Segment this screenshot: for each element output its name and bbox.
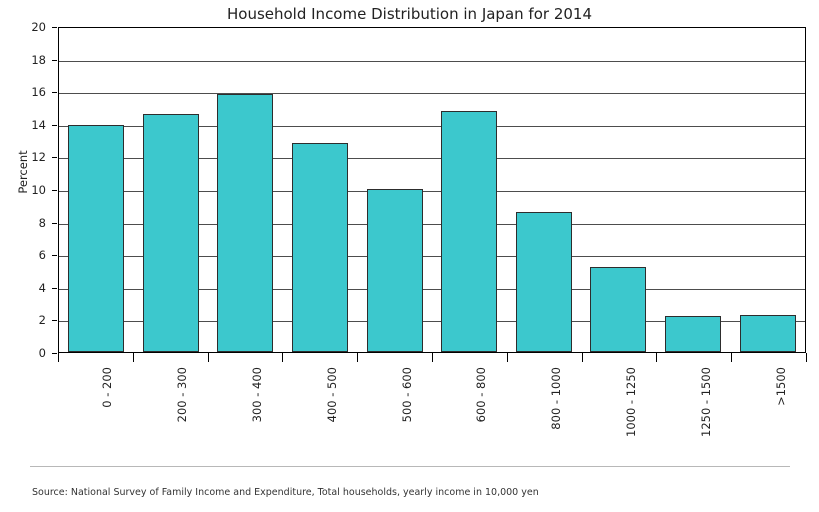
y-tick-label: 20: [31, 20, 46, 34]
bar: [367, 189, 423, 352]
y-tick-label: 10: [31, 183, 46, 197]
y-tick-mark: [52, 288, 57, 289]
x-tick-label: 0 - 200: [100, 367, 114, 408]
bar: [441, 111, 497, 352]
x-tick-label: 300 - 400: [250, 367, 264, 423]
x-tick-label: 800 - 1000: [549, 367, 563, 430]
bar: [217, 94, 273, 352]
y-tick-mark: [52, 223, 57, 224]
x-tick-mark: [806, 353, 807, 362]
y-tick-label: 6: [38, 248, 46, 263]
x-tick-mark: [282, 353, 283, 362]
x-tick-label: >1500: [774, 367, 788, 406]
bar: [292, 143, 348, 352]
x-tick-mark: [656, 353, 657, 362]
source-note: Source: National Survey of Family Income and Expenditure, Total households, yearly income in 10,000 yen: [32, 487, 539, 498]
y-tick-label: 18: [31, 52, 46, 67]
x-tick-mark: [507, 353, 508, 362]
y-tick-mark: [52, 60, 57, 61]
x-tick-mark: [58, 353, 59, 362]
bar: [68, 125, 124, 352]
x-tick-label: 600 - 800: [474, 367, 488, 423]
y-tick-label: 4: [38, 280, 46, 295]
plot-area: [58, 27, 806, 353]
y-tick-mark: [52, 353, 57, 354]
x-tick-mark: [133, 353, 134, 362]
x-tick-mark: [582, 353, 583, 362]
bar-series: [59, 28, 805, 352]
x-tick-label: 200 - 300: [175, 367, 189, 423]
footer-divider: [30, 466, 790, 467]
x-tick-mark: [731, 353, 732, 362]
x-tick-label: 1250 - 1500: [699, 367, 713, 437]
y-tick-mark: [52, 320, 57, 321]
y-axis-label: Percent: [16, 150, 30, 194]
y-tick-mark: [52, 125, 57, 126]
x-tick-label: 500 - 600: [400, 367, 414, 423]
y-tick-label: 16: [31, 85, 46, 100]
chart-title: Household Income Distribution in Japan for 2014: [226, 5, 592, 23]
bar: [590, 267, 646, 352]
bar: [143, 114, 199, 352]
y-axis-ticks: [0, 20, 52, 360]
y-tick-mark: [52, 255, 57, 256]
x-axis-ticks: [58, 353, 806, 463]
y-tick-label: 2: [38, 313, 46, 328]
x-tick-label: 1000 - 1250: [624, 367, 638, 437]
bar: [665, 316, 721, 352]
y-tick-mark: [52, 27, 57, 28]
y-tick-mark: [52, 190, 57, 191]
y-tick-label: 12: [31, 150, 46, 165]
x-tick-mark: [432, 353, 433, 362]
y-tick-label: 8: [38, 215, 46, 230]
y-tick-label: 14: [31, 117, 46, 132]
x-tick-mark: [208, 353, 209, 362]
bar: [740, 315, 796, 352]
x-tick-label: 400 - 500: [325, 367, 339, 423]
y-tick-mark: [52, 92, 57, 93]
y-tick-label: 0: [38, 346, 46, 360]
x-tick-mark: [357, 353, 358, 362]
y-tick-mark: [52, 157, 57, 158]
bar: [516, 212, 572, 352]
